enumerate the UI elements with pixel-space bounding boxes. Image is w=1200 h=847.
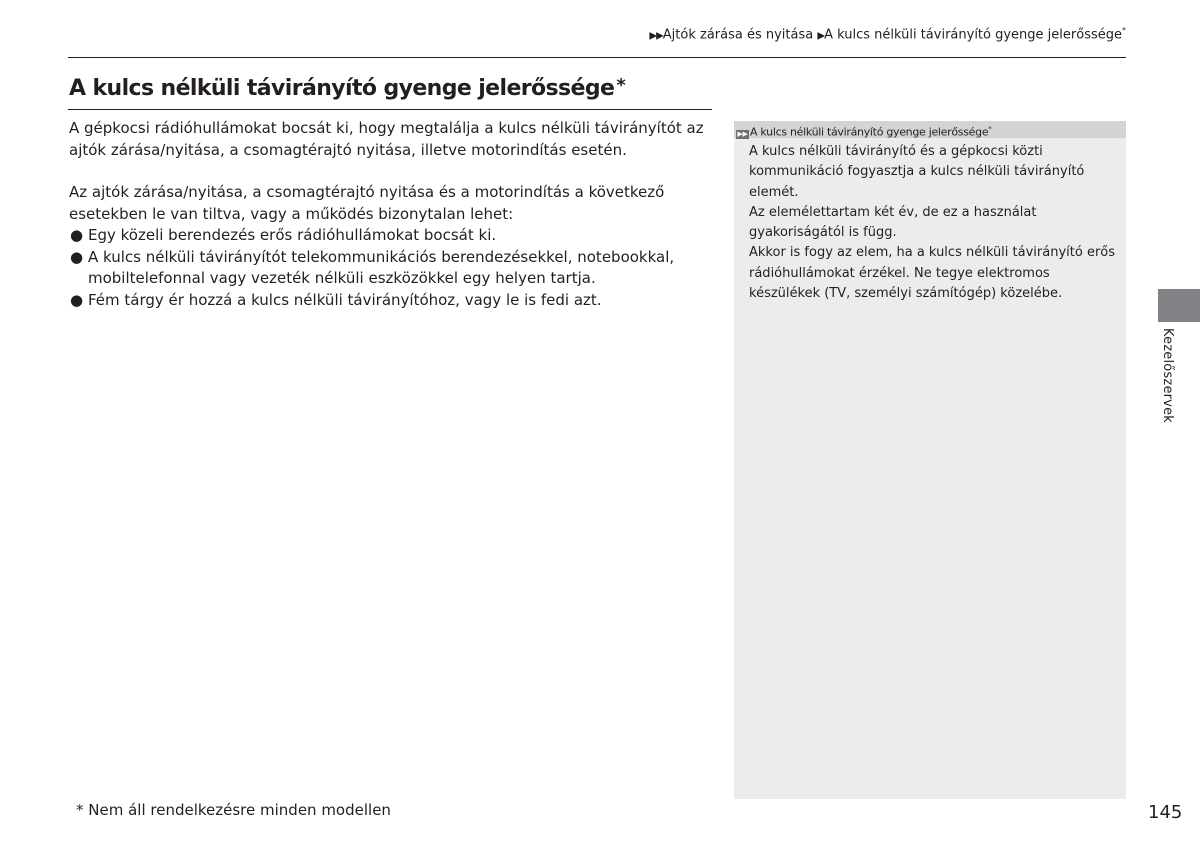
page-title-asterisk: *	[616, 75, 626, 96]
conditions-paragraph: Az ajtók zárása/nyitása, a csomagtérajtó nyitása és a motorindítás a következő esetekben le van tiltva, vagy a működés bizonytalan lehet:	[69, 183, 665, 223]
list-item-text: A kulcs nélküli távirányítót telekommunikációs berendezésekkel, notebookkal, mobiltelefonnal vagy vezeték nélküli eszközökkel egy helyen tartja.	[88, 247, 675, 287]
sidebar-note	[734, 121, 1126, 799]
intro-paragraph: A gépkocsi rádióhullámokat bocsát ki, hogy megtalálja a kulcs nélküli távirányítót az ajtók zárása/nyitása, a csomagtérajtó nyitása, illetve motorindítás esetén.	[69, 119, 704, 159]
bullet-icon: ●	[70, 226, 84, 244]
page-number: 145	[1148, 802, 1183, 823]
breadcrumb-item-2[interactable]: A kulcs nélküli távirányító gyenge jelerőssége	[824, 27, 1122, 43]
sidebar-paragraph: Az elemélettartam két év, de ez a használat gyakoriságától is függ.	[749, 204, 1037, 241]
list-item	[69, 290, 714, 312]
reference-arrow-icon: ▶▶	[737, 129, 748, 138]
breadcrumb-item-1[interactable]: Ajtók zárása és nyitása	[662, 27, 814, 43]
sidebar-paragraph: Akkor is fogy az elem, ha a kulcs nélküli távirányító erős rádióhullámokat érzékel. Ne tegye elektromos készülékek (TV, személyi számítógép) közelébe.	[749, 245, 1116, 302]
breadcrumb	[649, 26, 1126, 42]
double-arrow-icon: ▶▶	[649, 30, 663, 42]
list-item-text: Fém tárgy ér hozzá a kulcs nélküli távirányítóhoz, vagy le is fedi azt.	[88, 290, 602, 309]
bullet-icon: ●	[70, 290, 84, 309]
sidebar-heading-text: A kulcs nélküli távirányító gyenge jelerőssége	[750, 125, 989, 139]
arrow-icon: ▶	[817, 30, 825, 42]
sidebar-heading	[734, 121, 1126, 138]
section-tab-label: Kezelőszervek	[1160, 328, 1175, 424]
breadcrumb-asterisk: *	[1122, 26, 1126, 35]
title-divider	[68, 109, 712, 110]
page-title-text: A kulcs nélküli távirányító gyenge jelerőssége	[69, 76, 615, 101]
sidebar-body	[734, 138, 1126, 304]
header-divider	[68, 57, 1126, 58]
footnote: * Nem áll rendelkezésre minden modellen	[76, 801, 391, 819]
sidebar-heading-asterisk: *	[988, 125, 992, 133]
bullet-icon: ●	[70, 247, 84, 266]
main-content	[69, 118, 714, 311]
list-item	[69, 225, 714, 247]
sidebar-paragraph: A kulcs nélküli távirányító és a gépkocsi közti kommunikáció fogyasztja a kulcs nélküli távirányító elemét.	[749, 144, 1085, 200]
conditions-list	[69, 225, 714, 311]
page-title	[69, 75, 625, 101]
list-item	[69, 247, 714, 290]
list-item-text: Egy közeli berendezés erős rádióhullámokat bocsát ki.	[88, 226, 497, 244]
section-tab-marker[interactable]	[1158, 289, 1200, 322]
